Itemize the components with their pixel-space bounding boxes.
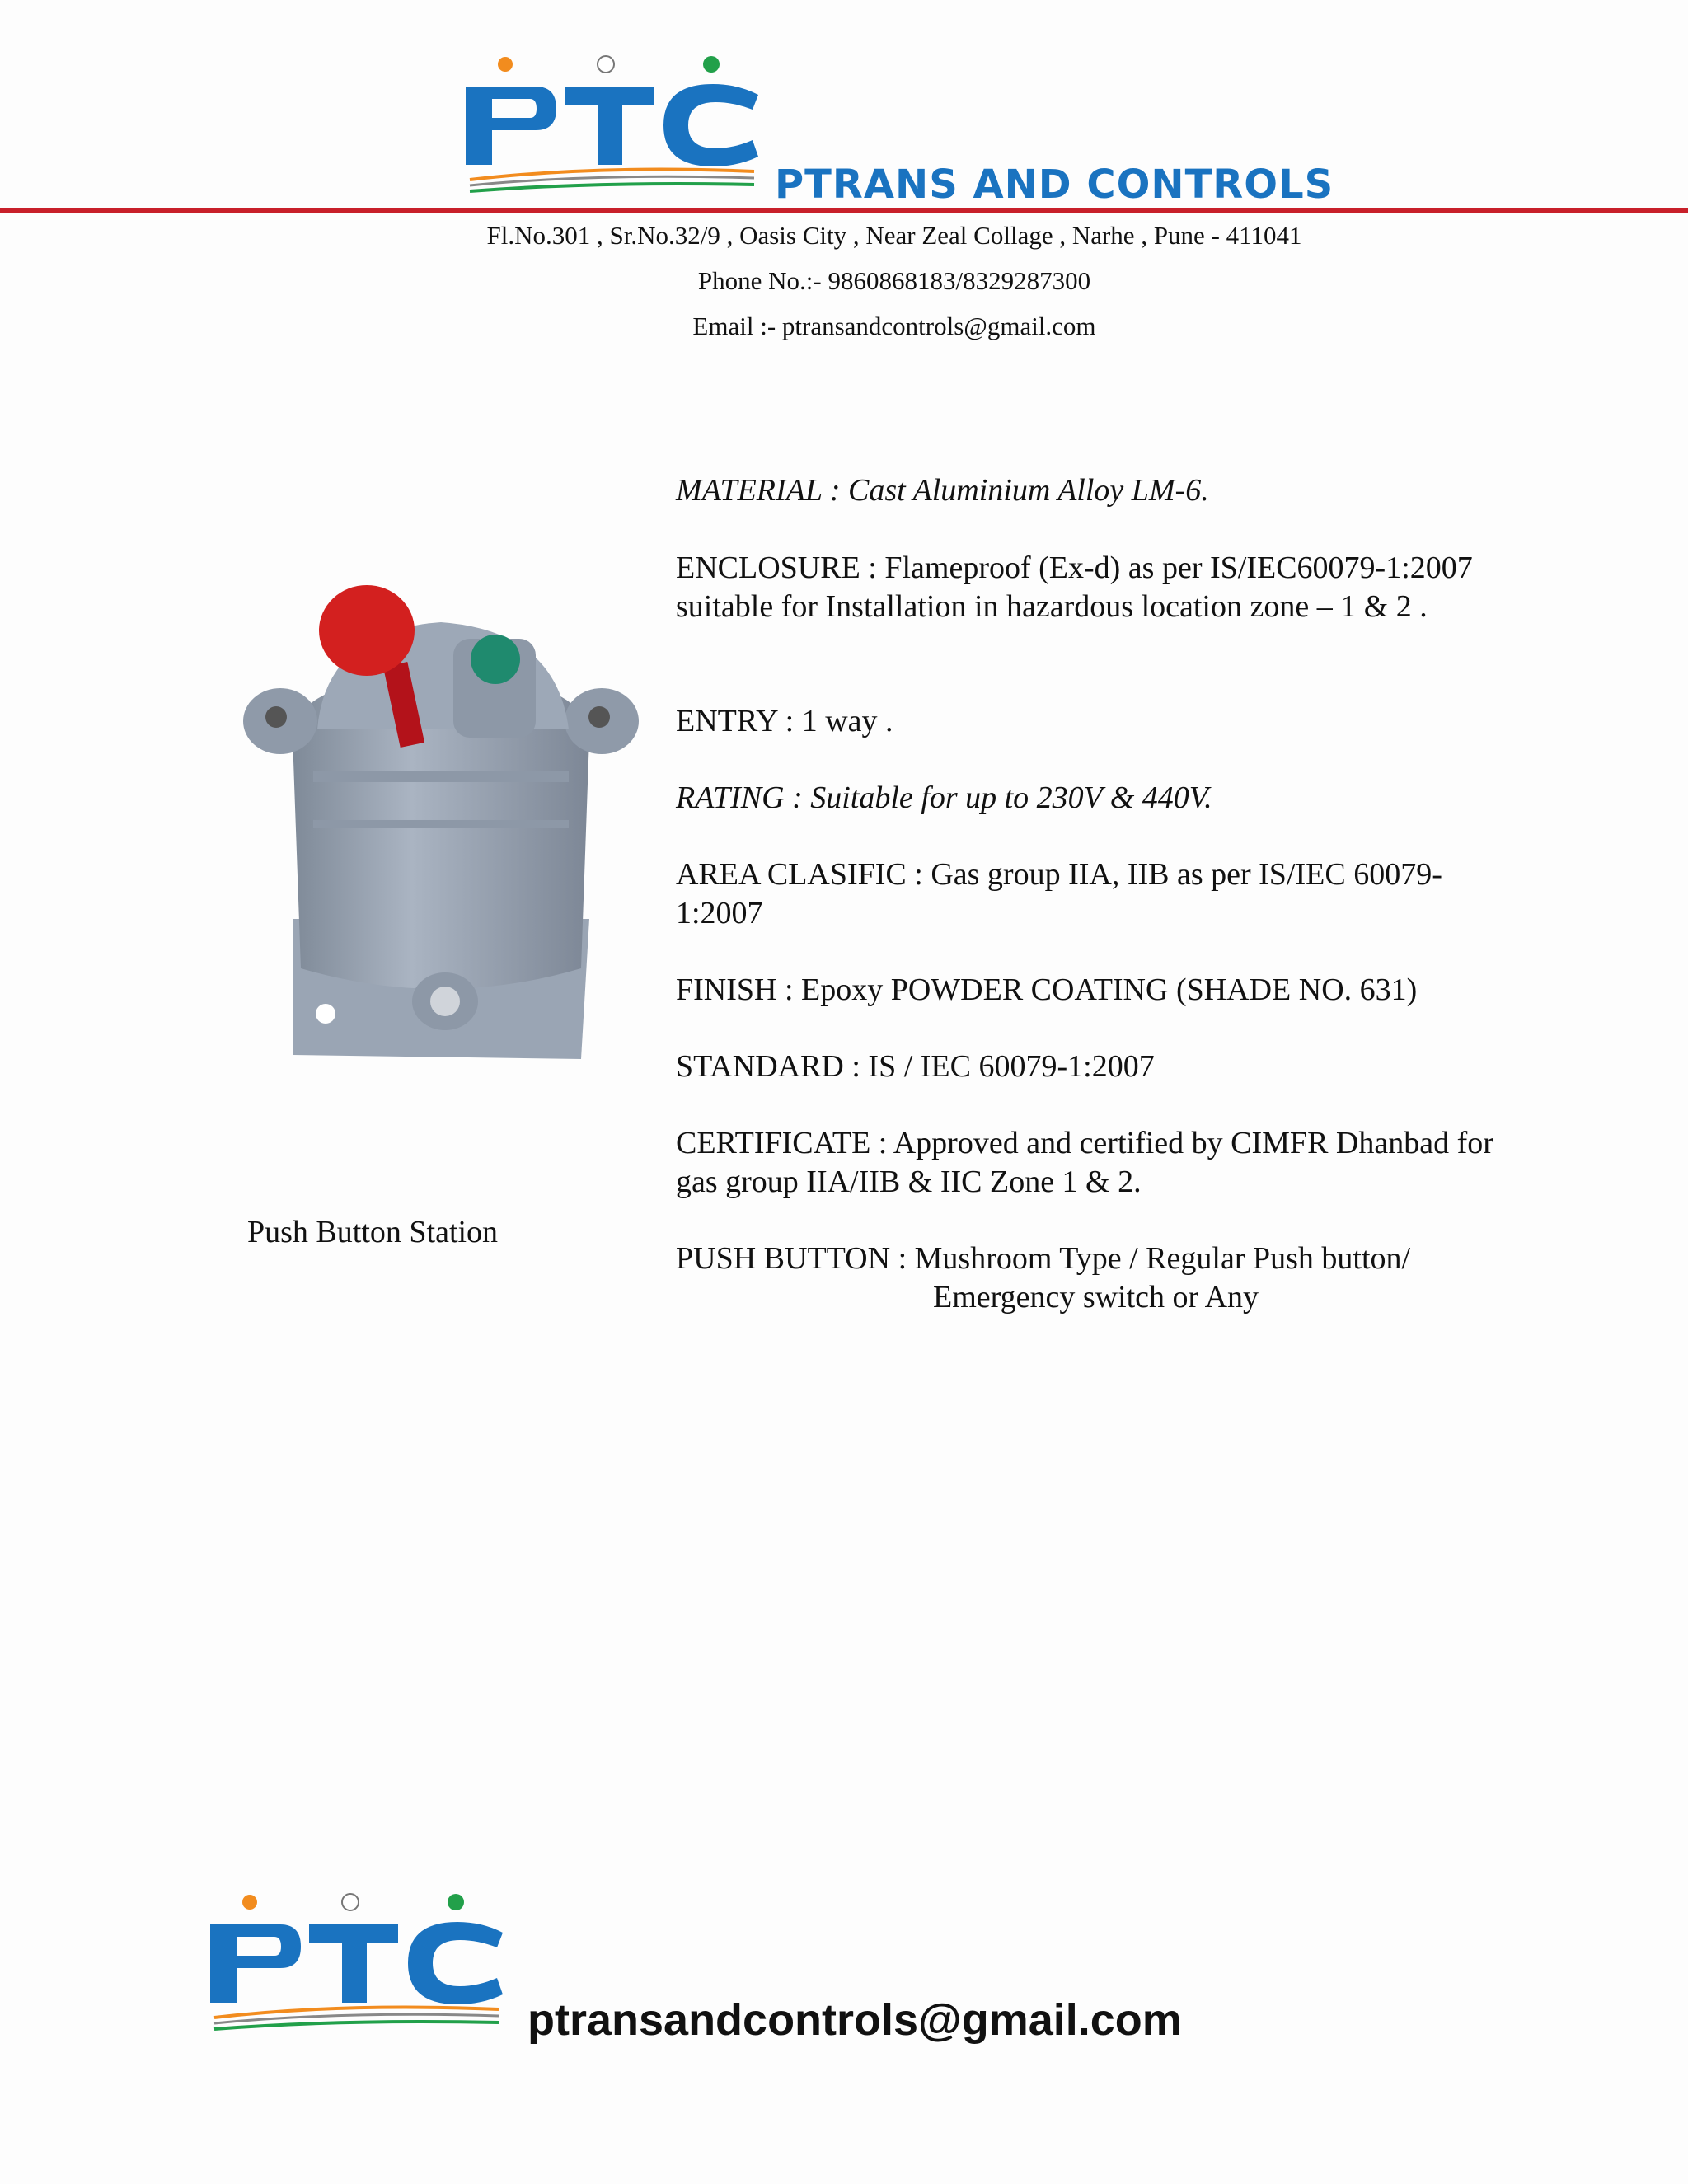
white-dot-icon xyxy=(598,56,614,73)
company-name: PTRANS AND CONTROLS xyxy=(775,162,1334,208)
spec-rating: RATING : Suitable for up to 230V & 440V. xyxy=(676,780,1212,815)
spec-area-classification: AREA CLASIFIC : Gas group IIA, IIB as per IS/IEC 60079-1:2007 xyxy=(676,857,1442,930)
spec-material: MATERIAL : Cast Aluminium Alloy LM-6. xyxy=(676,473,1209,508)
svg-text:PTC: PTC xyxy=(457,49,459,50)
address: Fl.No.301 , Sr.No.32/9 , Oasis City , Near Zeal Collage , Narhe , Pune - 411041 xyxy=(486,221,1302,250)
green-dot-icon xyxy=(703,56,720,73)
svg-text:PTC: PTC xyxy=(202,1887,204,1888)
spec-entry: ENTRY : 1 way . xyxy=(676,704,893,738)
spec-push-button xyxy=(676,1240,1517,1317)
green-dot-icon xyxy=(448,1894,464,1910)
header-divider xyxy=(0,208,1688,213)
spec-standard: STANDARD : IS / IEC 60079-1:2007 xyxy=(676,1049,1155,1084)
ptc-footer-logo xyxy=(202,1887,515,2036)
product-caption: Push Button Station xyxy=(247,1215,499,1249)
footer-email: ptransandcontrols@gmail.com xyxy=(528,1995,1182,2045)
saffron-dot-icon xyxy=(498,57,513,72)
saffron-dot-icon xyxy=(242,1895,257,1910)
header-email: Email :- ptransandcontrols@gmail.com xyxy=(692,312,1096,340)
spec-push-button-line1: PUSH BUTTON : Mushroom Type / Regular Push button/ xyxy=(676,1241,1411,1276)
phone: Phone No.:- 9860868183/8329287300 xyxy=(697,266,1091,295)
spec-enclosure: ENCLOSURE : Flameproof (Ex-d) as per IS/IEC60079-1:2007 suitable for Installation in hazardous location zone – 1 & 2 . xyxy=(676,551,1473,624)
spec-finish: FINISH : Epoxy POWDER COATING (SHADE NO. 631) xyxy=(676,972,1418,1007)
spec-push-button-line2: Emergency switch or Any xyxy=(933,1280,1259,1315)
ptc-logo xyxy=(457,49,771,198)
push-button-station-image xyxy=(243,573,639,1067)
white-dot-icon xyxy=(342,1894,359,1910)
spec-certificate: CERTIFICATE : Approved and certified by CIMFR Dhanbad for gas group IIA/IIB & IIC Zone 1 & 2. xyxy=(676,1126,1493,1199)
